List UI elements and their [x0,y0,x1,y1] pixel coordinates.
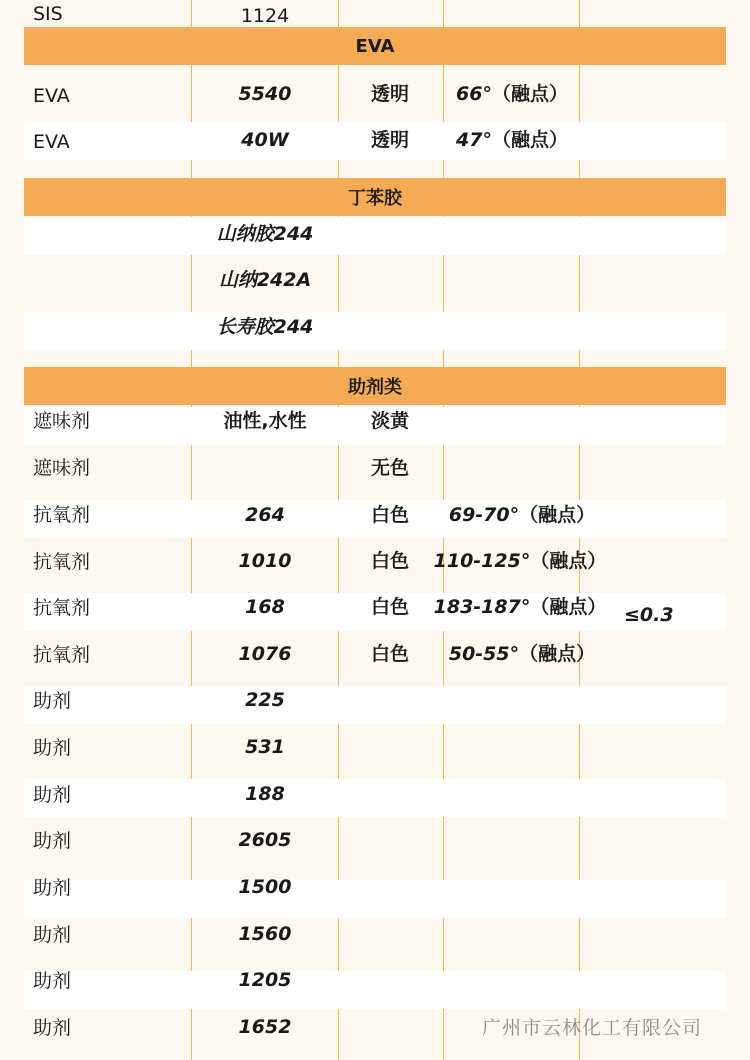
product-name: 抗氧剂 [33,644,91,666]
row-stripe [24,779,726,817]
section-header-eva: EVA [24,27,726,65]
product-name: 助剂 [33,877,72,899]
section-header-additives: 助剂类 [24,367,726,405]
product-model: 1500 [238,876,292,898]
product-color: 白色 [371,550,410,572]
product-name: 抗氧剂 [33,597,91,619]
product-model: 5540 [238,83,292,105]
product-color: 淡黄 [371,410,410,432]
product-name: 助剂 [33,784,72,806]
product-model: 225 [245,689,285,711]
product-model: 1076 [238,643,292,665]
melting-point: 50-55°（融点） [448,643,596,665]
row-stripe [24,880,726,918]
product-name: 助剂 [33,830,72,852]
product-name: 助剂 [33,1017,72,1039]
melting-point: 47°（融点） [456,129,568,151]
product-model: 1205 [238,969,292,991]
company-name: 广州市云林化工有限公司 [482,1017,703,1039]
product-model: 1124 [240,5,290,27]
product-model: 264 [245,504,285,526]
row-stripe [24,217,726,255]
product-model: 油性,水性 [223,410,307,432]
product-name: EVA [33,85,70,107]
product-name: 抗氧剂 [33,551,91,573]
product-model: 1010 [238,550,292,572]
product-model: 40W [241,129,289,151]
product-model: 2605 [238,829,292,851]
product-name: SIS [33,3,63,25]
product-name: EVA [33,131,70,153]
product-model: 山纳胶244 [216,223,314,245]
product-model: 531 [245,736,285,758]
product-color: 白色 [371,504,410,526]
melting-point: 69-70°（融点） [448,504,596,526]
product-model: 1560 [238,923,292,945]
product-name: 遮味剂 [33,410,91,432]
product-model: 1652 [238,1016,292,1038]
product-name: 助剂 [33,737,72,759]
product-color: 白色 [371,643,410,665]
product-model: 188 [245,783,285,805]
row-stripe [24,312,726,350]
row-stripe [24,686,726,724]
product-color: 白色 [371,596,410,618]
product-name: 助剂 [33,924,72,946]
product-model: 168 [245,596,285,618]
melting-point: 110-125°（融点） [433,550,607,572]
product-color: 透明 [371,129,410,151]
product-name: 助剂 [33,690,72,712]
product-name: 遮味剂 [33,457,91,479]
melting-point: 66°（融点） [456,83,568,105]
product-name: 抗氧剂 [33,504,91,526]
product-model: 山纳242A [218,269,312,291]
extra-value: ≤0.3 [624,604,674,626]
product-name: 助剂 [33,970,72,992]
melting-point: 183-187°（融点） [433,596,607,618]
product-color: 无色 [371,457,410,479]
product-color: 透明 [371,83,410,105]
row-stripe [24,971,726,1009]
product-model: 长寿胶244 [216,316,314,338]
section-header-butyl: 丁苯胶 [24,178,726,216]
